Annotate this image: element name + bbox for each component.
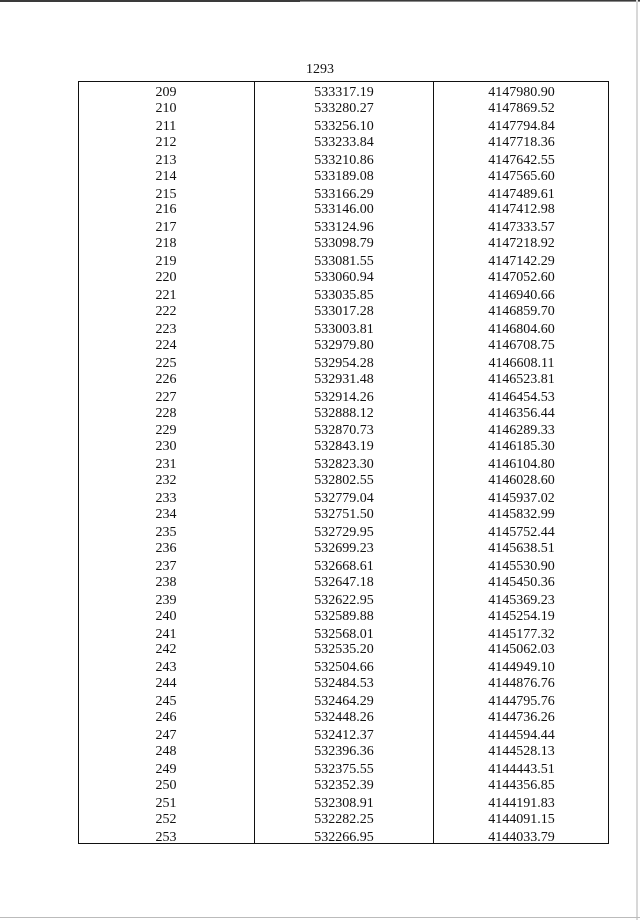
y-coordinate-cell: 4144191.83 — [488, 795, 555, 811]
point-number-cell: 225 — [155, 355, 177, 371]
x-coordinate-cell: 533017.28 — [314, 303, 374, 319]
point-number-cell: 222 — [155, 303, 177, 319]
point-number-cell: 221 — [155, 288, 177, 304]
page-number: 1293 — [306, 62, 334, 77]
table-row — [78, 135, 609, 152]
x-coordinate-cell: 532308.91 — [314, 795, 374, 811]
table-row — [78, 609, 609, 626]
table-row — [78, 219, 609, 236]
table-row — [78, 829, 609, 846]
table-row — [78, 456, 609, 473]
x-coordinate-cell: 532668.61 — [314, 558, 374, 574]
table-row — [78, 659, 609, 676]
x-coordinate-cell: 533189.08 — [314, 168, 374, 184]
point-number-cell: 248 — [155, 743, 177, 759]
y-coordinate-cell: 4145254.19 — [488, 608, 555, 624]
point-number-cell: 245 — [155, 694, 177, 710]
y-coordinate-cell: 4147869.52 — [488, 100, 555, 116]
table-row — [78, 710, 609, 727]
table-row — [78, 642, 609, 659]
x-coordinate-cell: 532375.55 — [314, 761, 374, 777]
y-coordinate-cell: 4145752.44 — [488, 524, 555, 540]
x-coordinate-cell: 533210.86 — [314, 152, 374, 168]
x-coordinate-cell: 532589.88 — [314, 608, 374, 624]
point-number-cell: 215 — [155, 186, 177, 202]
x-coordinate-cell: 532647.18 — [314, 574, 374, 590]
point-number-cell: 240 — [155, 608, 177, 624]
point-number-cell: 218 — [155, 236, 177, 252]
y-coordinate-cell: 4146859.70 — [488, 303, 555, 319]
x-coordinate-cell: 532282.25 — [314, 811, 374, 827]
table-row — [78, 338, 609, 355]
point-number-cell: 238 — [155, 574, 177, 590]
table-row — [78, 236, 609, 253]
y-coordinate-cell: 4145177.32 — [488, 626, 555, 642]
table-row — [78, 575, 609, 592]
table-row — [78, 778, 609, 795]
x-coordinate-cell: 533317.19 — [314, 85, 374, 100]
table-row — [78, 524, 609, 541]
y-coordinate-cell: 4146523.81 — [488, 371, 555, 387]
table-row — [78, 626, 609, 643]
table-row — [78, 321, 609, 338]
y-coordinate-cell: 4147218.92 — [488, 236, 555, 252]
table-row — [78, 507, 609, 524]
point-number-cell: 230 — [155, 439, 177, 455]
table-row — [78, 592, 609, 609]
point-number-cell: 251 — [155, 795, 177, 811]
table-row — [78, 372, 609, 389]
y-coordinate-cell: 4144033.79 — [488, 829, 555, 845]
x-coordinate-cell: 532504.66 — [314, 660, 374, 676]
x-coordinate-cell: 533233.84 — [314, 134, 374, 150]
y-coordinate-cell: 4145937.02 — [488, 491, 555, 507]
y-coordinate-cell: 4146804.60 — [488, 321, 555, 337]
scan-edge-top-inner — [300, 1, 640, 2]
point-number-cell: 216 — [155, 202, 177, 218]
point-number-cell: 247 — [155, 728, 177, 744]
y-coordinate-cell: 4145832.99 — [488, 507, 555, 523]
table-row — [78, 558, 609, 575]
y-coordinate-cell: 4147718.36 — [488, 134, 555, 150]
y-coordinate-cell: 4146708.75 — [488, 337, 555, 353]
point-number-cell: 243 — [155, 660, 177, 676]
x-coordinate-cell: 532843.19 — [314, 439, 374, 455]
point-number-cell: 231 — [155, 457, 177, 473]
x-coordinate-cell: 533035.85 — [314, 288, 374, 304]
y-coordinate-cell: 4144091.15 — [488, 811, 555, 827]
x-coordinate-cell: 533098.79 — [314, 236, 374, 252]
point-number-cell: 228 — [155, 405, 177, 421]
point-number-cell: 252 — [155, 811, 177, 827]
point-number-cell: 234 — [155, 507, 177, 523]
y-coordinate-cell: 4146185.30 — [488, 439, 555, 455]
y-coordinate-cell: 4144443.51 — [488, 761, 555, 777]
x-coordinate-cell: 532352.39 — [314, 777, 374, 793]
scan-edge-right — [636, 0, 638, 920]
table-row — [78, 744, 609, 761]
table-row — [78, 541, 609, 558]
x-coordinate-cell: 533280.27 — [314, 100, 374, 116]
point-number-cell: 227 — [155, 389, 177, 405]
x-coordinate-cell: 532979.80 — [314, 337, 374, 353]
point-number-cell: 213 — [155, 152, 177, 168]
y-coordinate-cell: 4145450.36 — [488, 574, 555, 590]
x-coordinate-cell: 532412.37 — [314, 728, 374, 744]
x-coordinate-cell: 532622.95 — [314, 592, 374, 608]
x-coordinate-cell: 533060.94 — [314, 270, 374, 286]
point-number-cell: 214 — [155, 168, 177, 184]
point-number-cell: 244 — [155, 676, 177, 692]
table-row — [78, 676, 609, 693]
table-row — [78, 795, 609, 812]
x-coordinate-cell: 533081.55 — [314, 254, 374, 270]
point-number-cell: 242 — [155, 642, 177, 658]
y-coordinate-cell: 4146289.33 — [488, 423, 555, 439]
x-coordinate-cell: 533256.10 — [314, 118, 374, 134]
point-number-cell: 237 — [155, 558, 177, 574]
point-number-cell: 250 — [155, 777, 177, 793]
x-coordinate-cell: 533146.00 — [314, 202, 374, 218]
point-number-cell: 217 — [155, 220, 177, 236]
x-coordinate-cell: 532823.30 — [314, 457, 374, 473]
y-coordinate-cell: 4144528.13 — [488, 743, 555, 759]
point-number-cell: 223 — [155, 321, 177, 337]
x-coordinate-cell: 532448.26 — [314, 710, 374, 726]
y-coordinate-cell: 4145530.90 — [488, 558, 555, 574]
point-number-cell: 236 — [155, 540, 177, 556]
y-coordinate-cell: 4147489.61 — [488, 186, 555, 202]
point-number-cell: 241 — [155, 626, 177, 642]
point-number-cell: 224 — [155, 337, 177, 353]
point-number-cell: 235 — [155, 524, 177, 540]
y-coordinate-cell: 4146608.11 — [488, 355, 555, 371]
table-row — [78, 473, 609, 490]
point-number-cell: 209 — [155, 85, 177, 100]
y-coordinate-cell: 4144736.26 — [488, 710, 555, 726]
table-row — [78, 389, 609, 406]
y-coordinate-cell: 4145638.51 — [488, 540, 555, 556]
y-coordinate-cell: 4147412.98 — [488, 202, 555, 218]
table-row — [78, 118, 609, 135]
table-row — [78, 186, 609, 203]
point-number-cell: 232 — [155, 473, 177, 489]
table-row — [78, 152, 609, 169]
point-number-cell: 239 — [155, 592, 177, 608]
table-row — [78, 439, 609, 456]
y-coordinate-cell: 4147142.29 — [488, 254, 555, 270]
x-coordinate-cell: 532568.01 — [314, 626, 374, 642]
y-coordinate-cell: 4146028.60 — [488, 473, 555, 489]
point-number-cell: 220 — [155, 270, 177, 286]
table-row — [78, 253, 609, 270]
y-coordinate-cell: 4145369.23 — [488, 592, 555, 608]
x-coordinate-cell: 532914.26 — [314, 389, 374, 405]
y-coordinate-cell: 4146454.53 — [488, 389, 555, 405]
x-coordinate-cell: 532484.53 — [314, 676, 374, 692]
table-row — [78, 84, 609, 101]
table-row — [78, 202, 609, 219]
point-number-cell: 246 — [155, 710, 177, 726]
y-coordinate-cell: 4147333.57 — [488, 220, 555, 236]
y-coordinate-cell: 4146940.66 — [488, 288, 555, 304]
table-row — [78, 406, 609, 423]
x-coordinate-cell: 532888.12 — [314, 405, 374, 421]
table-row — [78, 812, 609, 829]
table-row — [78, 490, 609, 507]
table-row — [78, 169, 609, 186]
point-number-cell: 212 — [155, 134, 177, 150]
x-coordinate-cell: 533124.96 — [314, 220, 374, 236]
x-coordinate-cell: 533166.29 — [314, 186, 374, 202]
x-coordinate-cell: 532699.23 — [314, 540, 374, 556]
x-coordinate-cell: 533003.81 — [314, 321, 374, 337]
x-coordinate-cell: 532464.29 — [314, 694, 374, 710]
point-number-cell: 210 — [155, 100, 177, 116]
y-coordinate-cell: 4144795.76 — [488, 694, 555, 710]
y-coordinate-cell: 4147565.60 — [488, 168, 555, 184]
x-coordinate-cell: 532931.48 — [314, 371, 374, 387]
y-coordinate-cell: 4147794.84 — [488, 118, 555, 134]
scan-edge-bottom — [0, 917, 640, 918]
point-number-cell: 226 — [155, 371, 177, 387]
x-coordinate-cell: 532870.73 — [314, 423, 374, 439]
point-number-cell: 219 — [155, 254, 177, 270]
y-coordinate-cell: 4146104.80 — [488, 457, 555, 473]
x-coordinate-cell: 532751.50 — [314, 507, 374, 523]
x-coordinate-cell: 532802.55 — [314, 473, 374, 489]
y-coordinate-cell: 4145062.03 — [488, 642, 555, 658]
table-row — [78, 693, 609, 710]
y-coordinate-cell: 4144949.10 — [488, 660, 555, 676]
point-number-cell: 229 — [155, 423, 177, 439]
point-number-cell: 211 — [155, 118, 177, 134]
coordinate-table — [78, 84, 609, 845]
x-coordinate-cell: 532954.28 — [314, 355, 374, 371]
table-row — [78, 270, 609, 287]
table-row — [78, 761, 609, 778]
y-coordinate-cell: 4146356.44 — [488, 405, 555, 421]
x-coordinate-cell: 532266.95 — [314, 829, 374, 845]
x-coordinate-cell: 532729.95 — [314, 524, 374, 540]
y-coordinate-cell: 4144356.85 — [488, 777, 555, 793]
y-coordinate-cell: 4144876.76 — [488, 676, 555, 692]
y-coordinate-cell: 4147980.90 — [488, 85, 555, 100]
x-coordinate-cell: 532779.04 — [314, 491, 374, 507]
table-row — [78, 101, 609, 118]
x-coordinate-cell: 532396.36 — [314, 743, 374, 759]
point-number-cell: 249 — [155, 761, 177, 777]
table-row — [78, 287, 609, 304]
table-row — [78, 422, 609, 439]
y-coordinate-cell: 4144594.44 — [488, 728, 555, 744]
table-row — [78, 355, 609, 372]
table-row — [78, 304, 609, 321]
x-coordinate-cell: 532535.20 — [314, 642, 374, 658]
y-coordinate-cell: 4147642.55 — [488, 152, 555, 168]
point-number-cell: 233 — [155, 491, 177, 507]
y-coordinate-cell: 4147052.60 — [488, 270, 555, 286]
point-number-cell: 253 — [155, 829, 177, 845]
table-row — [78, 727, 609, 744]
